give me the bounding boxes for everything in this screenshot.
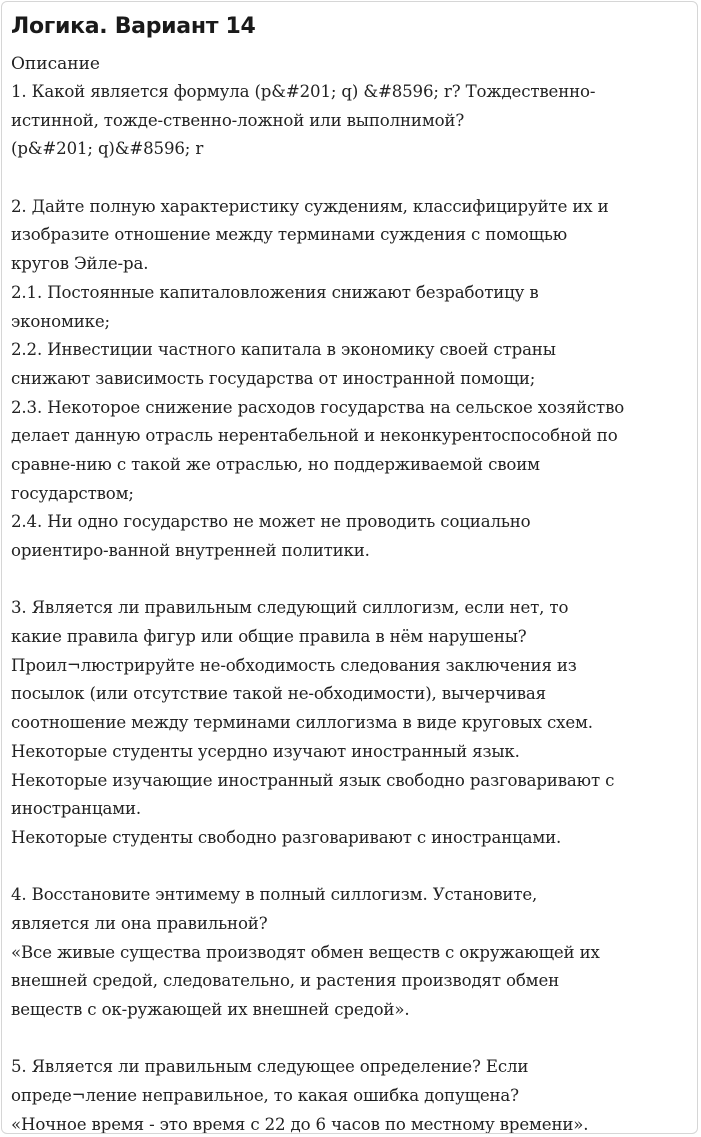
text-line: сравне-нию с такой же отраслью, но поддерживаемой своим bbox=[11, 454, 540, 474]
text-line: 2. Дайте полную характеристику суждениям, классифицируйте их и bbox=[11, 196, 609, 216]
text-line: 2.4. Ни одно государство не может не проводить социально bbox=[11, 512, 531, 532]
text-line: изобразите отношение между терминами суждения с помощью bbox=[11, 225, 568, 245]
text-line: 2.3. Некоторое снижение расходов государства на сельское хозяйство bbox=[11, 397, 625, 417]
text-line: иностранцами. bbox=[11, 799, 142, 819]
text-line: опреде¬ление неправильное, то какая ошибка допущена? bbox=[11, 1086, 519, 1106]
text-line: Проил¬люстрируйте не-обходимость следования заключения из bbox=[11, 655, 577, 675]
text-line: 5. Является ли правильным следующее определение? Если bbox=[11, 1057, 529, 1077]
text-line: 1. Какой является формула (p&#201; q) &#8596; r? Тождественно- bbox=[11, 82, 596, 101]
text-line: Некоторые студенты свободно разговаривают с иностранцами. bbox=[11, 827, 562, 847]
text-line: «Ночное время - это время с 22 до 6 часов по местному времени». bbox=[11, 1114, 589, 1134]
text-line: веществ с ок-ружающей их внешней средой». bbox=[11, 1000, 410, 1019]
text-line: 4. Восстановите энтимему в полный силлогизм. Установите, bbox=[11, 885, 538, 905]
text-line: какие правила фигур или общие правила в нём нарушены? bbox=[11, 627, 527, 647]
text-line: 2.2. Инвестиции частного капитала в экономику своей страны bbox=[11, 340, 556, 360]
text-line: ориентиро-ванной внутренней политики. bbox=[11, 541, 370, 560]
section-label: Описание bbox=[11, 54, 100, 74]
blank-line bbox=[11, 853, 698, 882]
document-card bbox=[1, 1, 698, 1134]
text-line: 3. Является ли правильным следующий силлогизм, если нет, то bbox=[11, 598, 569, 618]
text-line: внешней средой, следовательно, и растения производят обмен bbox=[11, 971, 560, 991]
text-line: 2.1. Постоянные капиталовложения снижают безработицу в bbox=[11, 282, 539, 302]
text-line: снижают зависимость государства от иностранной помощи; bbox=[11, 368, 536, 388]
text-line: (p&#201; q)&#8596; r bbox=[11, 139, 204, 159]
text-line: Некоторые студенты усердно изучают иностранный язык. bbox=[11, 741, 520, 761]
text-line: истинной, тожде-ственно-ложной или выполнимой? bbox=[11, 110, 465, 130]
text-line: посылок (или отсутствие такой не-обходимости), вычерчивая bbox=[11, 684, 546, 704]
text-line: «Все живые существа производят обмен веществ с окружающей их bbox=[11, 942, 600, 962]
blank-line bbox=[11, 1025, 698, 1054]
text-line: Некоторые изучающие иностранный язык свободно разговаривают с bbox=[11, 770, 615, 790]
text-line: экономике; bbox=[11, 311, 110, 331]
document-body bbox=[11, 78, 698, 1134]
text-line: государством; bbox=[11, 483, 134, 503]
text-line: соотношение между терминами силлогизма в виде круговых схем. bbox=[11, 713, 593, 733]
text-line: делает данную отрасль нерентабельной и неконкурентоспособной по bbox=[11, 426, 618, 446]
text-line: кругов Эйле-ра. bbox=[11, 254, 149, 274]
blank-line bbox=[11, 566, 698, 595]
page-title: Логика. Вариант 14 bbox=[11, 14, 256, 39]
text-line: является ли она правильной? bbox=[11, 913, 268, 933]
blank-line bbox=[11, 164, 698, 193]
